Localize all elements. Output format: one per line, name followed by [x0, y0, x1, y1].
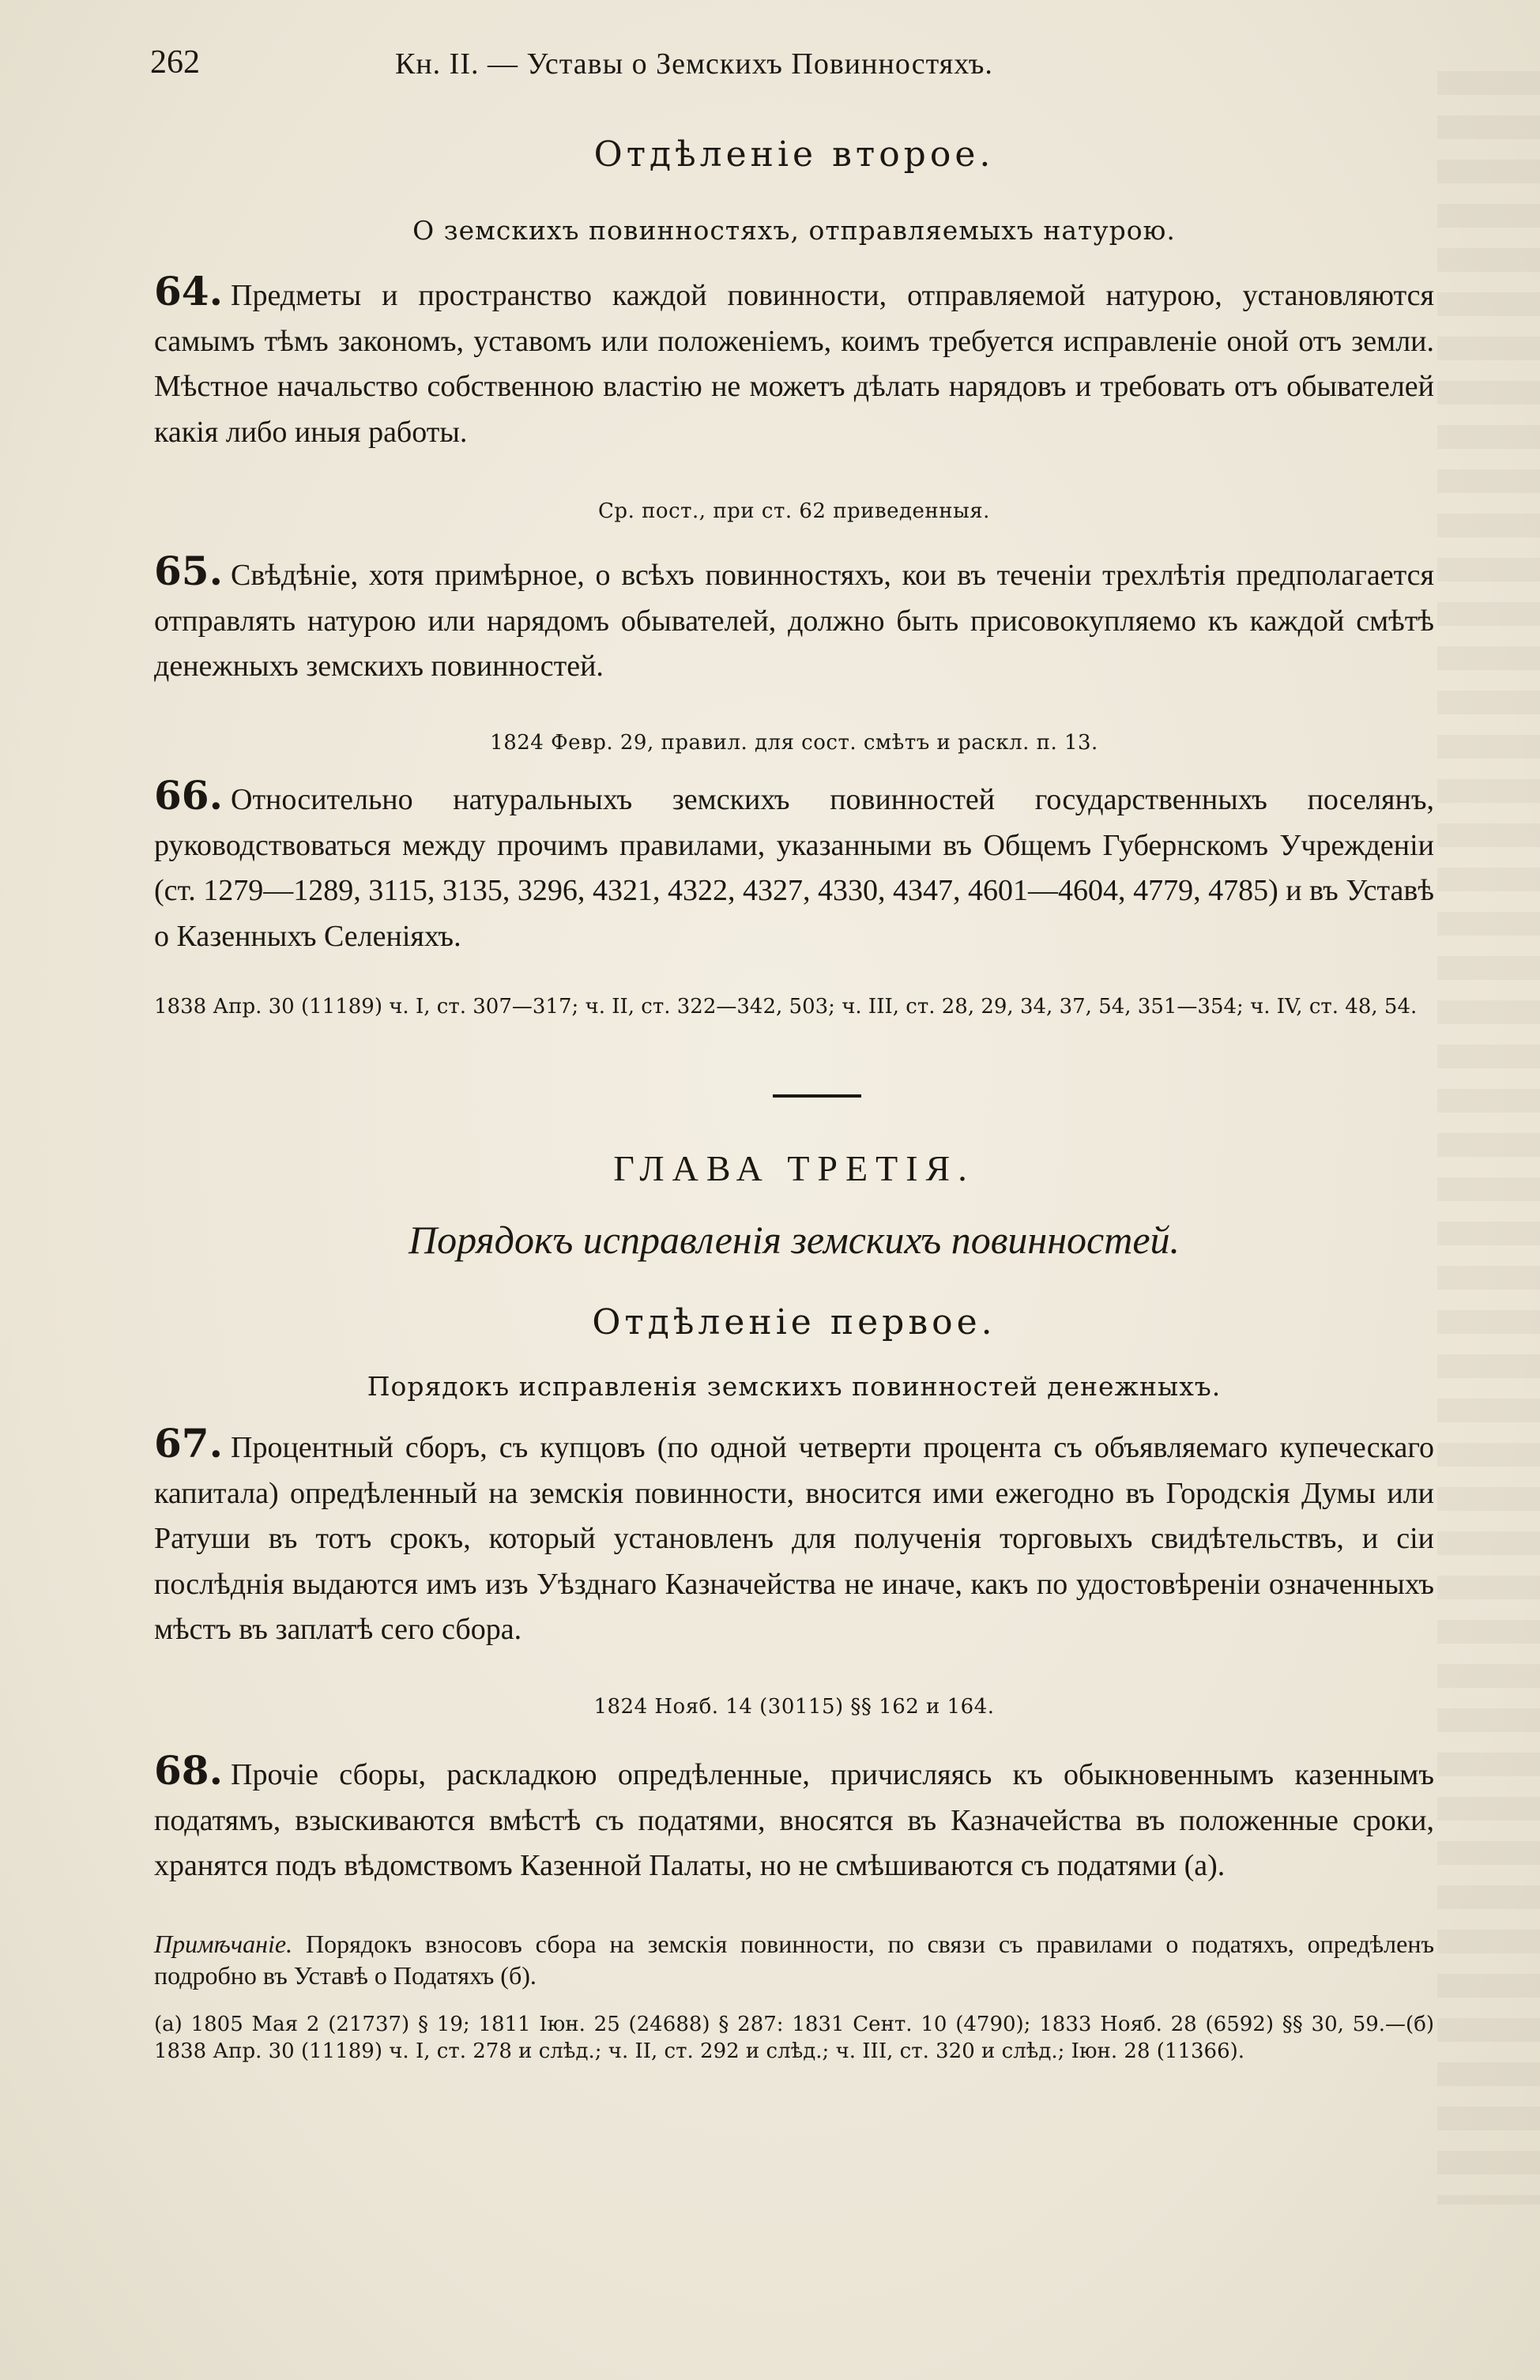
article-66-ref: 1838 Апр. 30 (11189) ч. I, ст. 307—317; ч. II, ст. 322—342, 503; ч. III, ст. 28, 29, 34, 37, 54, 351—354; ч. IV, ст. 48, 54. [154, 995, 1418, 1019]
article-64 [154, 269, 1434, 455]
bleed-through-column [1437, 71, 1540, 2205]
article-text: Предметы и пространство каждой повинности, отправляемой натурою, установляются самымъ тѣмъ закономъ, уставомъ или положеніемъ, коимъ требуется исправленіе оной отъ земли. Мѣстное начальство собственною властію не можетъ дѣлать нарядовъ и требовать отъ обывателей какія либо иныя работы. [154, 279, 1434, 449]
article-text: Относительно натуральныхъ земскихъ повинностей государственныхъ поселянъ, руководствоваться между прочимъ правилами, указанными въ Общемъ Губернскомъ Учрежденіи (ст. 1279—1289, 3115, 3135, 3296, 4321, 4322, 4327, 4330, 4347, 4601—4604, 4779, 4785) и въ Уставѣ о Казенныхъ Селеніяхъ. [154, 783, 1434, 953]
article-68-note [154, 1928, 1434, 1991]
article-number: 65. [154, 548, 223, 594]
article-64-ref: Ср. пост., при ст. 62 приведенныя. [598, 499, 990, 523]
article-68 [154, 1748, 1434, 1889]
article-66 [154, 773, 1434, 959]
running-head [150, 43, 1398, 91]
article-number: 64. [154, 268, 223, 314]
section-divider [773, 1094, 861, 1098]
note-text: Порядокъ взносовъ сбора на земскія повинности, по связи съ правилами о податяхъ, опредѣленъ подробно въ Уставѣ о Податяхъ (б). [154, 1930, 1435, 1990]
article-65 [154, 548, 1434, 690]
note-label: Примѣчаніе. [154, 1930, 293, 1958]
chapter-title: ГЛАВА ТРЕТІЯ. [613, 1148, 975, 1188]
running-title: Кн. II. — Уставы о Земскихъ Повинностяхъ. [395, 47, 993, 81]
article-number: 67. [154, 1420, 223, 1467]
article-number: 66. [154, 772, 223, 819]
article-text: Процентный сборъ, съ купцовъ (по одной четверти процента съ объявляемаго купеческаго капитала) опредѣленный на земскія повинности, вносится ими ежегодно въ Городскія Думы или Ратуши въ тотъ срокъ, который установленъ для полученія торговыхъ свидѣтельствъ, и сіи послѣднія выдаются имъ изъ Уѣзднаго Казначейства не иначе, какъ по удостовѣреніи означенныхъ мѣстъ въ заплатѣ сего сбора. [154, 1431, 1434, 1646]
article-text: Прочіе сборы, раскладкою опредѣленные, причисляясь къ обыкновеннымъ казеннымъ податямъ, взыскиваются вмѣстѣ съ податями, вносятся въ Казначейства въ положенные сроки, хранятся подъ вѣдомствомъ Казенной Палаты, но не смѣшиваются съ податями (а). [154, 1758, 1434, 1882]
chapter-subtitle: Порядокъ исправленія земскихъ повинностей. [408, 1218, 1180, 1262]
article-68-ref: (а) 1805 Мая 2 (21737) § 19; 1811 Іюн. 25 (24688) § 287: 1831 Сент. 10 (4790); 1833 Нояб. 28 (6592) §§ 30, 59.—(б) 1838 Апр. 30 (11189) ч. I, ст. 278 и слѣд.; ч. II, ст. 292 и слѣд.; ч. III, ст. 320 и слѣд.; Іюн. 28 (11366). [154, 2013, 1434, 2063]
section-subtitle: О земскихъ повинностяхъ, отправляемыхъ натурою. [412, 215, 1176, 246]
article-number: 68. [154, 1747, 223, 1794]
article-67 [154, 1421, 1434, 1653]
article-67-ref: 1824 Нояб. 14 (30115) §§ 162 и 164. [593, 1695, 995, 1719]
section-title: Отдѣленіе второе. [593, 134, 995, 175]
page-number: 262 [150, 44, 200, 81]
article-text: Свѣдѣніе, хотя примѣрное, о всѣхъ повинностяхъ, кои въ теченіи трехлѣтія предполагается отправлять натурою или нарядомъ обывателей, должно быть присовокупляемо къ каждой смѣтѣ денежныхъ земскихъ повинностей. [154, 559, 1434, 683]
section-subtitle: Порядокъ исправленія земскихъ повинностей денежныхъ. [367, 1371, 1222, 1402]
article-65-ref: 1824 Февр. 29, правил. для сост. смѣтъ и раскл. п. 13. [490, 731, 1098, 755]
section-title: Отдѣленіе первое. [592, 1302, 996, 1343]
